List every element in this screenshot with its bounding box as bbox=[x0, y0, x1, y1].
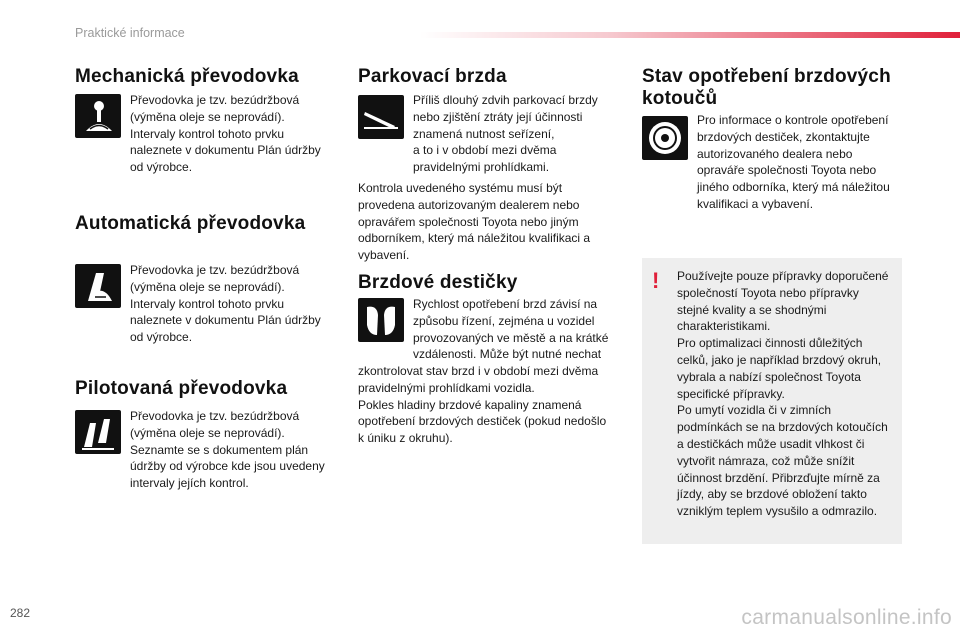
parking-brake-title: Parkovací brzda bbox=[358, 66, 507, 87]
brake-pads-text: Rychlost opotřebení brzd závisí na způsobu řízení, zejména u vozidel provozovaných ve městě a na krátké vzdálenosti. Může být nutné nechat bbox=[413, 297, 609, 362]
manual-gearshift-icon bbox=[75, 94, 121, 138]
piloted-transmission-text: Převodovka je tzv. bezúdržbová (výměna oleje se neprovádí). Seznamte se s dokumentem plán údržby od výrobce kde jsou uvedeny intervaly jejích kontrol. bbox=[130, 409, 325, 491]
brake-discs-title: Stav opotřebení brzdových kotoučů bbox=[642, 66, 891, 109]
brake-disc-icon bbox=[642, 116, 688, 160]
parking-brake-text: Příliš dlouhý zdvih parkovací brzdy nebo zjištění ztráty její účinnosti znamená nutnost seřízení, a to i v období mezi dvěma pravidelnými prohlídkami. bbox=[413, 93, 598, 175]
parking-brake-lever-icon bbox=[358, 95, 404, 139]
piloted-transmission-title: Pilotovaná převodovka bbox=[75, 378, 288, 399]
page-number: 282 bbox=[10, 606, 31, 620]
piloted-gearshift-icon bbox=[75, 410, 121, 454]
brake-pads-title: Brzdové destičky bbox=[358, 272, 518, 293]
warning-mark: ! bbox=[652, 268, 660, 293]
parking-brake-text-2: Kontrola uvedeného systému musí být provedena autorizovaným dealerem nebo opravářem společnosti Toyota nebo jiným odborníkem, který má náležitou kvalifikaci a vybavení. bbox=[358, 181, 591, 263]
section-header: Praktické informace bbox=[75, 26, 185, 40]
manual-transmission-text: Převodovka je tzv. bezúdržbová (výměna oleje se neprovádí). Intervaly kontrol tohoto prvku naleznete v dokumentu Plán údržby od výrobce. bbox=[130, 93, 321, 175]
watermark: carmanualsonline.info bbox=[741, 606, 952, 629]
brake-pads-icon bbox=[358, 298, 404, 342]
brake-pads-text-2: zkontrolovat stav brzd i v období mezi dvěma pravidelnými prohlídkami vozidla. Pokles hladiny brzdové kapaliny znamená opotřebení brzdových destiček (pokud nedošlo k úniku z okruhu). bbox=[358, 364, 607, 446]
brake-discs-text: Pro informace o kontrole opotřebení brzdových destiček, zkontaktujte autorizovaného dealera nebo opraváře společnosti Toyota nebo jiného odborníka, který má náležitou kvalifikaci a vybavení. bbox=[697, 113, 890, 211]
warning-text: Používejte pouze přípravky doporučené společností Toyota nebo přípravky stejné kvality a se shodnými charakteristikami. Pro optimalizaci činnosti důležitých celků, jako je například brzdový okruh, vybrala a nabízí společnost Toyota specifické přípravky. Po umytí vozidla či v zimních podmínkách se na brzdových kotoučích a destičkách může usadit vlhkost či vytvořit námraza, což může snížit účinnost brzdění. Přibrzďujte mírně za jízdy, aby se brzdové obložení takto vzniklým teplem vysušilo a odmrazilo. bbox=[677, 269, 889, 519]
automatic-transmission-text: Převodovka je tzv. bezúdržbová (výměna oleje se neprovádí). Intervaly kontrol tohoto prvku naleznete v dokumentu Plán údržby od výrobce. bbox=[130, 263, 321, 345]
header-accent-bar bbox=[420, 32, 960, 38]
manual-transmission-title: Mechanická převodovka bbox=[75, 66, 299, 87]
automatic-transmission-title: Automatická převodovka bbox=[75, 213, 306, 234]
automatic-gearshift-icon bbox=[75, 264, 121, 308]
